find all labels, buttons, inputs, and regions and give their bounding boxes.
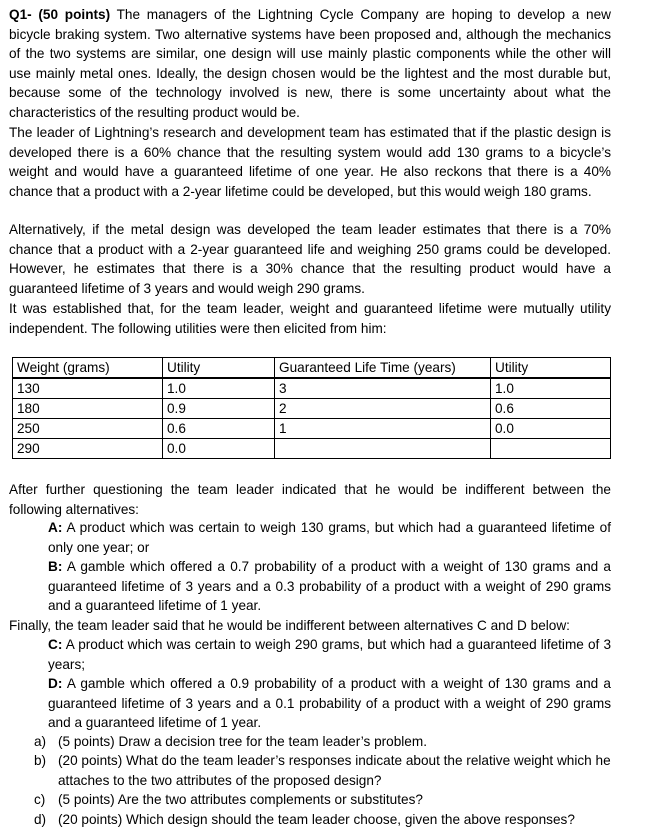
alternative-c-label: C: — [48, 637, 63, 652]
subquestion-d-text: (20 points) Which design should the team leader choose, given the above responses? — [58, 812, 575, 827]
indifference-intro-1: After further questioning the team leader indicated that he would be indifferent between the following alternatives: — [9, 482, 611, 517]
subquestion-c-text: (5 points) Are the two attributes complements or substitutes? — [58, 792, 423, 807]
subquestion-c-label: c) — [34, 792, 46, 807]
subquestion-a-label: a) — [34, 734, 47, 749]
table-cell: 0.0 — [491, 419, 611, 439]
alternative-c — [48, 635, 611, 674]
table-cell: 0.6 — [491, 399, 611, 419]
alternative-d-label: D: — [48, 676, 63, 691]
question-number: Q1- (50 points) — [9, 7, 111, 22]
table-cell: 0.9 — [163, 399, 275, 419]
subquestion-b-text: (20 points) What do the team leader’s responses indicate about the relative weight which he attaches to the two attributes of the proposed design? — [58, 753, 611, 788]
indifference-intro-2: Finally, the team leader said that he would be indifferent between alternatives C and D below: — [9, 618, 570, 633]
table-cell: 0.6 — [163, 419, 275, 439]
subquestion-d — [34, 810, 614, 830]
subquestion-b-label: b) — [34, 753, 47, 768]
utility-table — [12, 357, 611, 459]
table-cell: 0.0 — [163, 439, 275, 459]
metal-design-paragraph: Alternatively, if the metal design was developed the team leader estimates that there is a 70% chance that a product with a 2-year guaranteed life and weighing 250 grams could be developed. However, he estimates that there is a 30% chance that the resulting product would have a guaranteed lifetime of 3 years and would weigh 290 grams. — [9, 222, 611, 296]
table-cell: 180 — [13, 399, 163, 419]
alternative-b-label: B: — [48, 559, 63, 574]
alternative-b — [48, 557, 611, 616]
intro-text: The managers of the Lightning Cycle Company are hoping to develop a new bicycle braking system. Two alternative systems have been proposed and, although the mechanics of the two systems are similar, one design will use mainly plastic components while the other will use mainly metal ones. Ideally, the design chosen would be the lightest and the most durable but, because some of the technology involved is new, there is some uncertainty about what the characteristics of the resulting product would be. — [9, 7, 611, 120]
table-cell — [275, 439, 491, 459]
subquestion-b — [34, 751, 614, 790]
alternative-d — [48, 674, 611, 733]
header-lifetime-utility: Utility — [491, 358, 611, 379]
alternative-a-label: A: — [48, 520, 63, 535]
question-intro — [9, 5, 611, 122]
alternative-a — [48, 518, 611, 557]
alternative-d-text: A gamble which offered a 0.9 probability of a product with a weight of 130 grams and a guaranteed lifetime of 3 years and a 0.1 probability of a product with a weight of 290 grams and a guaranteed lifetime of 1 year. — [48, 676, 611, 730]
table-cell: 2 — [275, 399, 491, 419]
table-cell: 290 — [13, 439, 163, 459]
table-cell: 1 — [275, 419, 491, 439]
alternative-a-text: A product which was certain to weigh 130 grams, but which had a guaranteed lifetime of only one year; or — [48, 520, 611, 555]
alternative-b-text: A gamble which offered a 0.7 probability of a product with a weight of 130 grams and a guaranteed lifetime of 3 years and a 0.3 probability of a product with a weight of 290 grams and a guaranteed lifetime of 1 year. — [48, 559, 611, 613]
table-cell: 130 — [13, 378, 163, 399]
alternative-c-text: A product which was certain to weigh 290 grams, but which had a guaranteed lifetime of 3 years; — [48, 637, 611, 672]
table-cell: 3 — [275, 378, 491, 399]
subquestion-a-text: (5 points) Draw a decision tree for the team leader’s problem. — [58, 734, 427, 749]
utility-independence-paragraph: It was established that, for the team leader, weight and guaranteed lifetime were mutually utility independent. The following utilities were then elicited from him: — [9, 301, 611, 336]
header-weight: Weight (grams) — [13, 358, 163, 379]
table-header-row — [13, 358, 611, 379]
table-cell: 250 — [13, 419, 163, 439]
table-row — [13, 419, 611, 439]
subquestion-d-label: d) — [34, 812, 47, 827]
table-cell: 1.0 — [491, 378, 611, 399]
table-cell — [491, 439, 611, 459]
table-cell: 1.0 — [163, 378, 275, 399]
table-row — [13, 439, 611, 459]
table-row — [13, 378, 611, 399]
header-lifetime: Guaranteed Life Time (years) — [275, 358, 491, 379]
subquestion-c — [34, 790, 614, 810]
plastic-design-paragraph: The leader of Lightning’s research and development team has estimated that if the plastic design is developed there is a 60% chance that the resulting system would add 130 grams to a bicycle’s weight and would have a guaranteed lifetime of one year. He also reckons that there is a 40% chance that a product with a 2-year lifetime could be developed, but this would weigh 180 grams. — [9, 125, 611, 199]
table-row — [13, 399, 611, 419]
header-weight-utility: Utility — [163, 358, 275, 379]
subquestion-a — [34, 732, 614, 752]
